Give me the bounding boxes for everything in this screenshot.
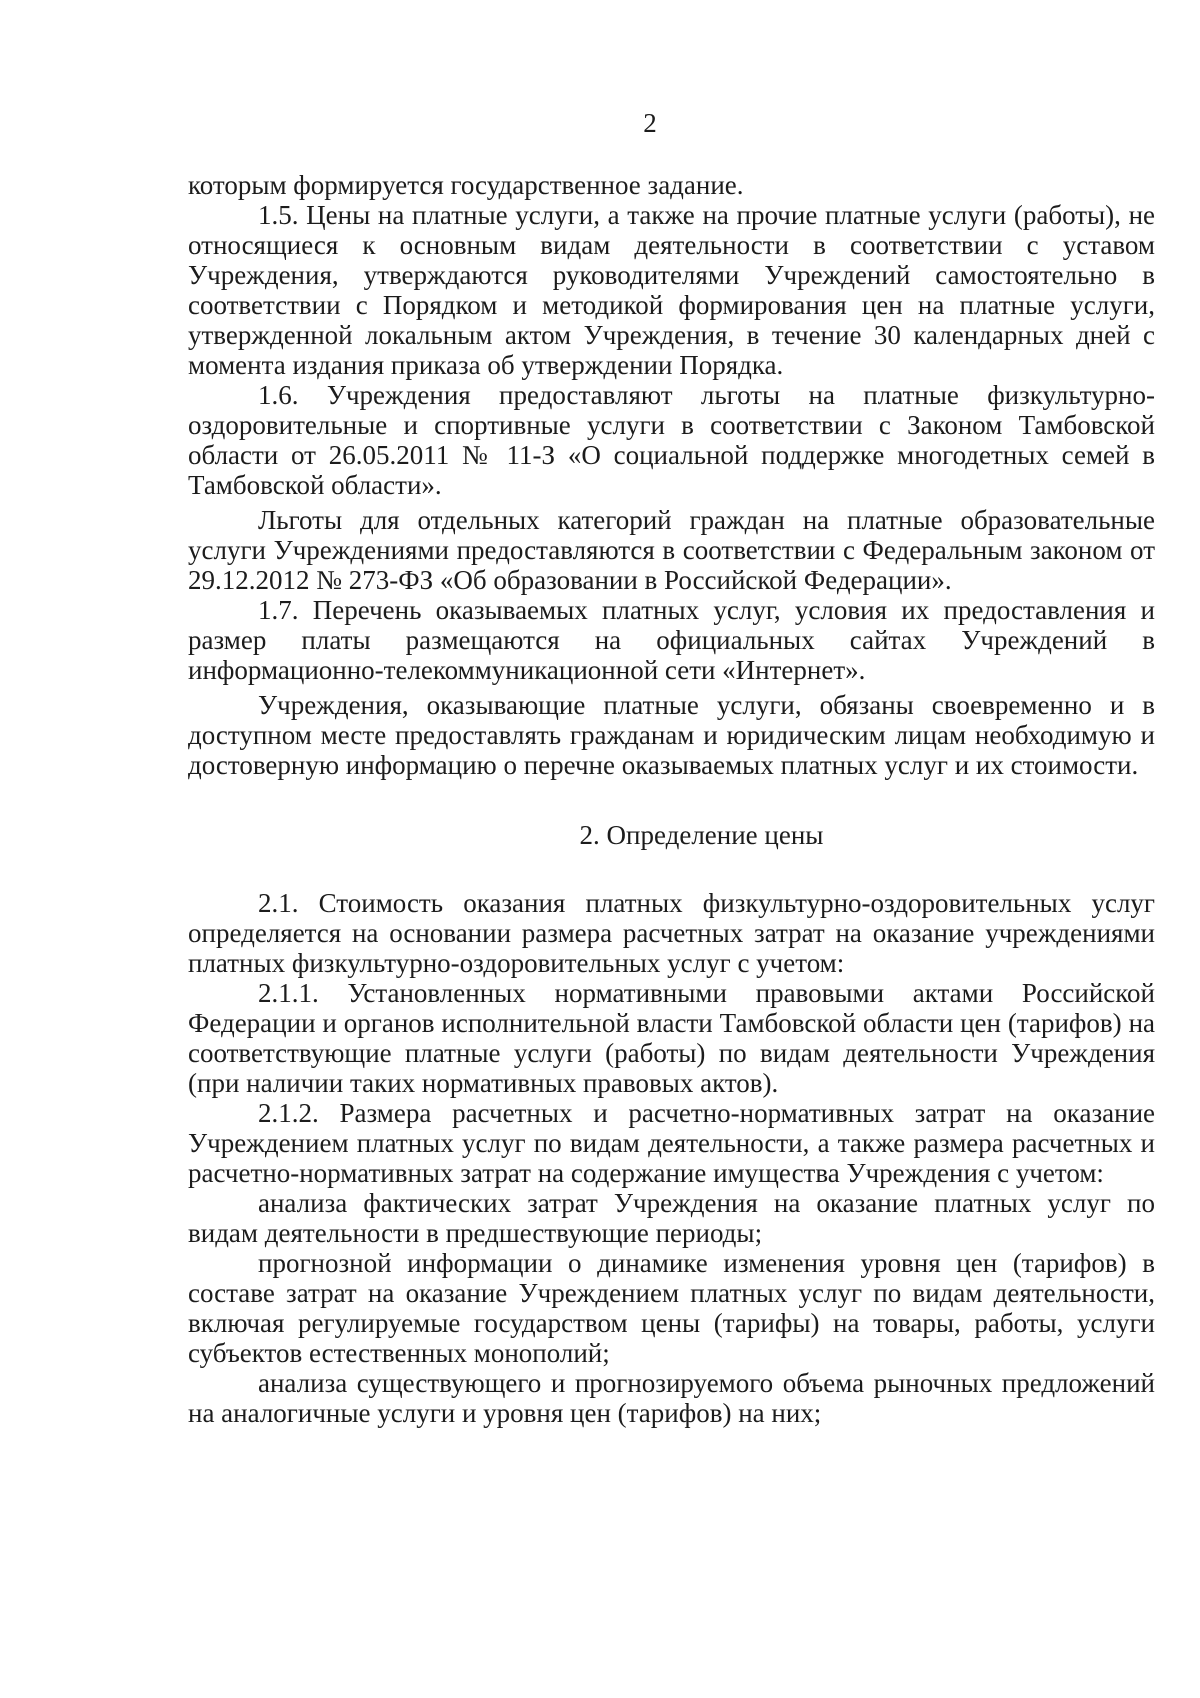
- paragraph-analysis: анализа фактических затрат Учреждения на оказание платных услуг по видам деятельности в предшествующие периоды;: [188, 1188, 1155, 1248]
- paragraph-2-1-2: 2.1.2. Размера расчетных и расчетно-нормативных затрат на оказание Учреждением платных услуг по видам деятельности, а также размера расчетных и расчетно-нормативных затрат на содержание имущества Учреждения с учетом:: [188, 1098, 1155, 1188]
- paragraph-forecast: прогнозной информации о динамике изменения уровня цен (тарифов) в составе затрат на оказание Учреждением платных услуг по видам деятельности, включая регулируемые государством цены (тарифы) на товары, работы, услуги субъектов естественных монополий;: [188, 1248, 1155, 1368]
- paragraph-1-7: 1.7. Перечень оказываемых платных услуг, условия их предоставления и размер платы размещаются на официальных сайтах Учреждений в информационно-телекоммуникационной сети «Интернет».: [188, 595, 1155, 685]
- section-heading: 2. Определение цены: [579, 820, 824, 850]
- document-body: [188, 170, 1155, 1428]
- paragraph-1-5: 1.5. Цены на платные услуги, а также на прочие платные услуги (работы), не относящиеся к основным видам деятельности в соответствии с уставом Учреждения, утверждаются руководителями Учреждений самостоятельно в соответствии с Порядком и методикой формирования цен на платные услуги, утвержденной локальным актом Учреждения, в течение 30 календарных дней с момента издания приказа об утверждении Порядка.: [188, 200, 1155, 380]
- paragraph-benefits: Льготы для отдельных категорий граждан на платные образовательные услуги Учреждениями предоставляются в соответствии с Федеральным законом от 29.12.2012 № 273-ФЗ «Об образовании в Российской Федерации».: [188, 505, 1155, 595]
- page-number: 2: [643, 108, 657, 138]
- paragraph-market: анализа существующего и прогнозируемого объема рыночных предложений на аналогичные услуги и уровня цен (тарифов) на них;: [188, 1368, 1155, 1428]
- paragraph-obligations: Учреждения, оказывающие платные услуги, обязаны своевременно и в доступном месте предоставлять гражданам и юридическим лицам необходимую и достоверную информацию о перечне оказываемых платных услуг и их стоимости.: [188, 690, 1155, 780]
- paragraph-2-1-1: 2.1.1. Установленных нормативными правовыми актами Российской Федерации и органов исполнительной власти Тамбовской области цен (тарифов) на соответствующие платные услуги (работы) по видам деятельности Учреждения (при наличии таких нормативных правовых актов).: [188, 978, 1155, 1098]
- paragraph-2-1: 2.1. Стоимость оказания платных физкультурно-оздоровительных услуг определяется на основании размера расчетных затрат на оказание учреждениями платных физкультурно-оздоровительных услуг с учетом:: [188, 888, 1155, 978]
- paragraph-continuation: которым формируется государственное задание.: [188, 170, 744, 200]
- paragraph-1-6: 1.6. Учреждения предоставляют льготы на платные физкультурно-оздоровительные и спортивные услуги в соответствии с Законом Тамбовской области от 26.05.2011 № 11-З «О социальной поддержке многодетных семей в Тамбовской области».: [188, 380, 1155, 500]
